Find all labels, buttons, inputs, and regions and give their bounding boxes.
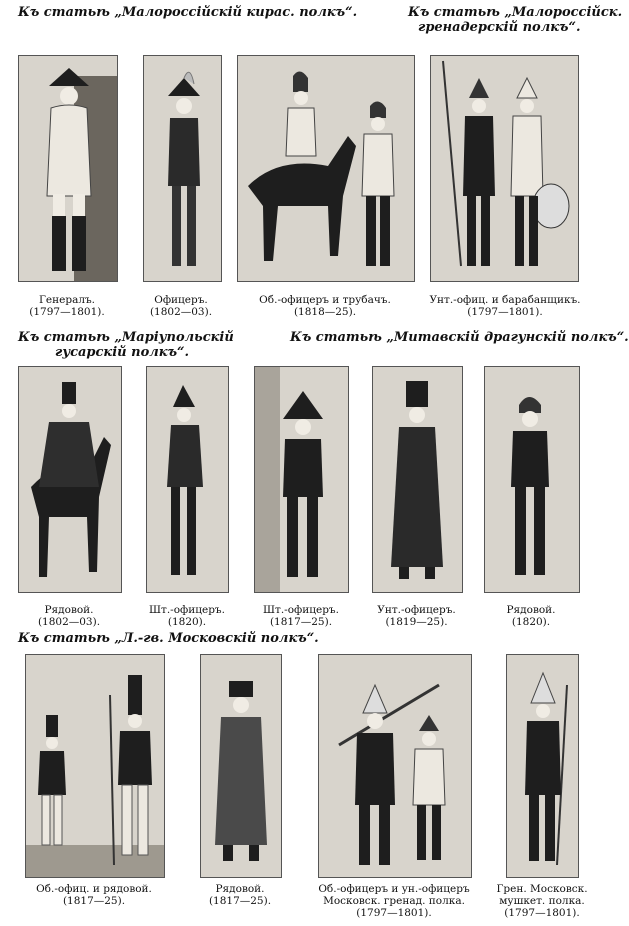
- plate-ryadovoy-1820: [484, 366, 580, 593]
- caption-ofitser-1802: Офицеръ. (1802—03).: [149, 294, 213, 318]
- header-malorossiyskiy-grenaderskiy-line1: Къ статьѣ „Малороссiйск.: [408, 5, 623, 20]
- header-malorossiyskiy-kirasirskiy: Къ статьѣ „Малороссiйскiй кирас. полкъ“.: [18, 5, 358, 20]
- caption-gren-moskovsk: Грен. Московск. мушкет. полка. (1797—1801).: [496, 883, 588, 919]
- horse-rider-illustration: [19, 367, 121, 592]
- caption-general: Генералъ. (1797—1801).: [29, 294, 105, 318]
- plate-ryadovoy-1802: [18, 366, 122, 593]
- plate-ofitser-1802: [143, 55, 222, 282]
- caption-unt-ofitser-1819: Унт.-офицеръ. (1819—25).: [377, 604, 456, 628]
- plate-sht-ofitser-1817: [254, 366, 349, 593]
- soldier-figure-illustration: [507, 655, 578, 877]
- plate-sht-ofitser-1820: [146, 366, 229, 593]
- header-mariupolskiy-line2: гусарскiй полкъ“.: [55, 345, 190, 360]
- header-mariupolskiy-line1: Къ статьѣ „Марiупольскiй: [18, 330, 234, 345]
- soldier-figure-illustration: [373, 367, 462, 592]
- caption-sht-ofitser-1820: Шт.-офицеръ. (1820).: [149, 604, 225, 628]
- header-malorossiyskiy-grenaderskiy-line2: гренадерскiй полкъ“.: [418, 20, 581, 35]
- soldier-figure-illustration: [19, 56, 117, 281]
- caption-ryadovoy-1817: Рядовой. (1817—25).: [208, 883, 272, 907]
- caption-ryadovoy-1820: Рядовой. (1820).: [506, 604, 556, 628]
- horse-rider-illustration: [238, 56, 414, 281]
- plate-ob-ofitser-un-ofitser: [318, 654, 472, 878]
- plate-general: [18, 55, 118, 282]
- plate-ryadovoy-1817: [200, 654, 282, 878]
- plate-gren-moskovsk: [506, 654, 579, 878]
- header-lg-moskovskiy: Къ статьѣ „Л.-гв. Московскiй полкъ“.: [18, 631, 319, 646]
- caption-ob-ofits-ryadovoy: Об.-офиц. и рядовой. (1817—25).: [36, 883, 152, 907]
- caption-ob-ofitser-trubach: Об.-офицеръ и трубачъ. (1818—25).: [259, 294, 391, 318]
- soldier-figure-illustration: [26, 655, 164, 877]
- soldier-figure-illustration: [201, 655, 281, 877]
- soldier-figure-illustration: [319, 655, 471, 877]
- caption-ryadovoy-1802: Рядовой. (1802—03).: [37, 604, 101, 628]
- caption-unt-ofits-barabanshchik: Унт.-офиц. и барабанщикъ. (1797—1801).: [429, 294, 581, 318]
- plate-ob-ofitser-trubach: [237, 55, 415, 282]
- soldier-figure-illustration: [147, 367, 228, 592]
- plate-unt-ofits-barabanshchik: [430, 55, 579, 282]
- plate-unt-ofitser-1819: [372, 366, 463, 593]
- plate-ob-ofits-ryadovoy: [25, 654, 165, 878]
- caption-ob-ofitser-un-ofitser: Об.-офицеръ и ун.-офицеръ Московск. гренад. полка. (1797—1801).: [318, 883, 470, 919]
- caption-sht-ofitser-1817: Шт.-офицеръ. (1817—25).: [263, 604, 339, 628]
- soldier-figure-illustration: [255, 367, 348, 592]
- soldier-figure-illustration: [431, 56, 578, 281]
- header-mitavskiy-dragunskiy: Къ статьѣ „Митавскiй драгунскiй полкъ“.: [290, 330, 629, 345]
- soldier-figure-illustration: [485, 367, 579, 592]
- soldier-figure-illustration: [144, 56, 221, 281]
